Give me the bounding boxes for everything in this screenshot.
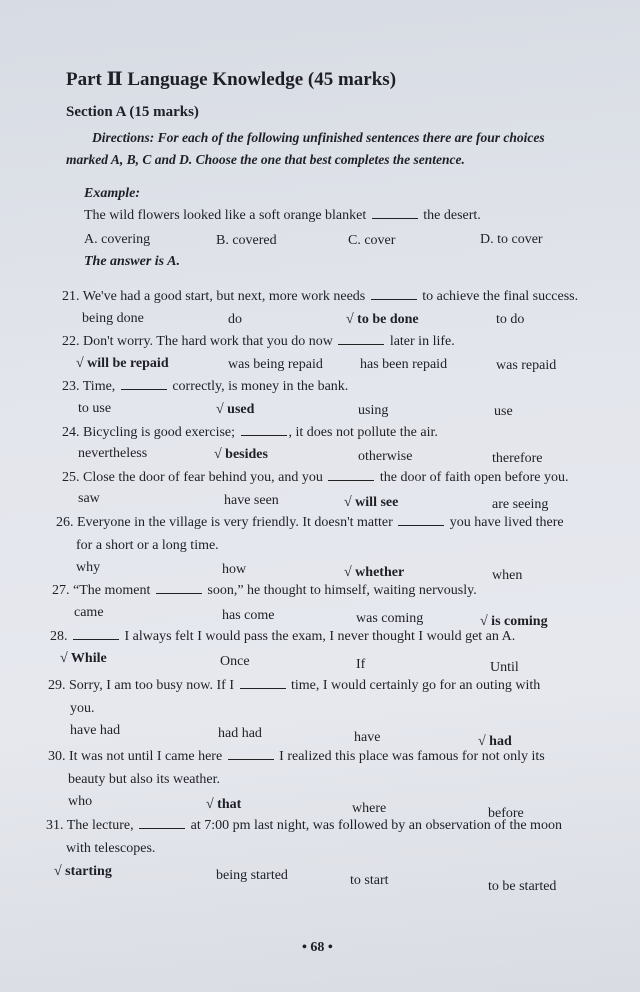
q30-option-c: where [352, 801, 387, 816]
answer-blank [73, 638, 119, 640]
q24-option-b-correct: √ besides [214, 447, 268, 462]
q22-option-b: was being repaid [228, 357, 323, 372]
stem-part: 21. We've had a good start, but next, more work needs [62, 289, 366, 304]
q26-option-c-correct: √ whether [344, 565, 405, 580]
stem-part: to achieve the final success. [422, 289, 579, 304]
stem-part: 27. “The moment [52, 583, 151, 598]
q27-option-a: came [74, 605, 104, 620]
q28-option-d: Until [490, 660, 519, 675]
stem-part: 31. The lecture, [46, 818, 134, 833]
q24-option-d: therefore [492, 451, 543, 466]
stem-part: 25. Close the door of fear behind you, and you [62, 470, 323, 485]
example-stem-after: the desert. [423, 208, 481, 223]
answer-blank [338, 343, 384, 345]
answer-blank [328, 479, 374, 481]
q23-option-c: using [358, 403, 389, 418]
q31-option-d: to be started [488, 879, 557, 894]
q28-option-b: Once [220, 654, 250, 669]
question-30-stem-line-2: beauty but also its weather. [68, 772, 221, 787]
directions-line-1: Directions: For each of the following unfinished sentences there are four choices [92, 130, 545, 145]
q25-option-a: saw [78, 491, 100, 506]
stem-part: soon,” he thought to himself, waiting nervously. [207, 583, 477, 598]
question-24-stem [62, 425, 438, 441]
q30-option-d: before [488, 806, 524, 821]
q29-option-c: have [354, 730, 381, 745]
example-option-b: B. covered [216, 233, 277, 248]
question-21-stem [62, 289, 578, 305]
question-28-stem [50, 629, 515, 645]
example-answer: The answer is A. [84, 254, 180, 269]
stem-part: you have lived there [449, 515, 564, 530]
example-stem-before: The wild flowers looked like a soft orange blanket [84, 208, 367, 223]
q27-option-b: has come [222, 608, 275, 623]
q31-option-a-correct: √ starting [54, 864, 112, 879]
answer-blank [156, 592, 202, 594]
q29-option-b: had had [218, 726, 262, 741]
stem-part: at 7:00 pm last night, was followed by an observation of the moon [190, 818, 562, 833]
q21-option-c-correct: √ to be done [346, 312, 419, 327]
stem-part: 22. Don't worry. The hard work that you do now [62, 334, 333, 349]
q25-option-b: have seen [224, 493, 279, 508]
q22-option-c: has been repaid [360, 357, 448, 372]
example-label: Example: [84, 186, 140, 201]
q26-option-b: how [222, 562, 247, 577]
directions-line-2: marked A, B, C and D. Choose the one that best completes the sentence. [66, 152, 465, 167]
stem-part: 23. Time, [62, 379, 116, 394]
q22-option-d: was repaid [496, 358, 557, 373]
stem-part: 29. Sorry, I am too busy now. If I [48, 678, 234, 693]
question-22-stem [62, 334, 455, 350]
stem-part: , it does not pollute the air. [288, 425, 438, 440]
stem-part: correctly, is money in the bank. [172, 379, 349, 394]
question-30-stem [48, 749, 545, 765]
stem-part: time, I would certainly go for an outing with [291, 678, 541, 693]
example-option-d: D. to cover [480, 232, 543, 247]
stem-part: I realized this place was famous for not only its [279, 749, 545, 764]
q24-option-a: nevertheless [78, 446, 148, 461]
q31-option-b: being started [216, 868, 288, 883]
page-number: • 68 • [302, 940, 333, 955]
q31-option-c: to start [350, 873, 389, 888]
part-title: Part Ⅱ Language Knowledge (45 marks) [66, 69, 397, 90]
q27-option-c: was coming [356, 611, 424, 626]
question-23-stem [62, 379, 348, 395]
q24-option-c: otherwise [358, 449, 413, 464]
question-26-stem [56, 515, 564, 531]
section-title: Section A (15 marks) [66, 104, 199, 120]
answer-blank [398, 524, 444, 526]
answer-blank [372, 217, 418, 219]
q30-option-a: who [68, 794, 93, 809]
q25-option-c-correct: √ will see [344, 495, 399, 510]
q21-option-b: do [228, 312, 242, 327]
example-option-a: A. covering [84, 232, 151, 247]
q28-option-c: If [356, 657, 366, 672]
q23-option-b-correct: √ used [216, 402, 255, 417]
q23-option-a: to use [78, 401, 112, 416]
stem-part: 30. It was not until I came here [48, 749, 223, 764]
answer-blank [139, 827, 185, 829]
question-29-stem-line-2: you. [70, 701, 95, 716]
answer-blank [121, 388, 167, 390]
stem-part: later in life. [389, 334, 455, 349]
stem-part: 26. Everyone in the village is very friendly. It doesn't matter [56, 515, 393, 530]
q22-option-a-correct: √ will be repaid [76, 356, 169, 371]
stem-part: I always felt I would pass the exam, I never thought I would get an A. [124, 629, 516, 644]
question-26-stem-line-2: for a short or a long time. [76, 538, 219, 553]
q30-option-b-correct: √ that [206, 797, 242, 812]
q27-option-d-correct: √ is coming [480, 614, 548, 629]
q26-option-d: when [492, 568, 523, 583]
question-31-stem [46, 818, 562, 834]
example-stem [84, 208, 481, 224]
q25-option-d: are seeing [492, 497, 549, 512]
answer-blank [228, 758, 274, 760]
q29-option-d-correct: √ had [478, 734, 512, 749]
question-29-stem [48, 678, 540, 694]
example-option-c: C. cover [348, 233, 396, 248]
stem-part: 28. [50, 629, 68, 644]
answer-blank [371, 298, 417, 300]
question-31-stem-line-2: with telescopes. [66, 841, 156, 856]
answer-blank [241, 434, 287, 436]
q23-option-d: use [494, 404, 513, 419]
q21-option-a: being done [82, 311, 144, 326]
q29-option-a: have had [70, 723, 121, 738]
q21-option-d: to do [496, 312, 525, 327]
answer-blank [240, 687, 286, 689]
question-27-stem [52, 583, 477, 599]
stem-part: 24. Bicycling is good exercise; [62, 425, 236, 440]
question-25-stem [62, 470, 568, 486]
stem-part: the door of faith open before you. [379, 470, 569, 485]
q26-option-a: why [76, 560, 101, 575]
q28-option-a-correct: √ While [60, 651, 107, 666]
